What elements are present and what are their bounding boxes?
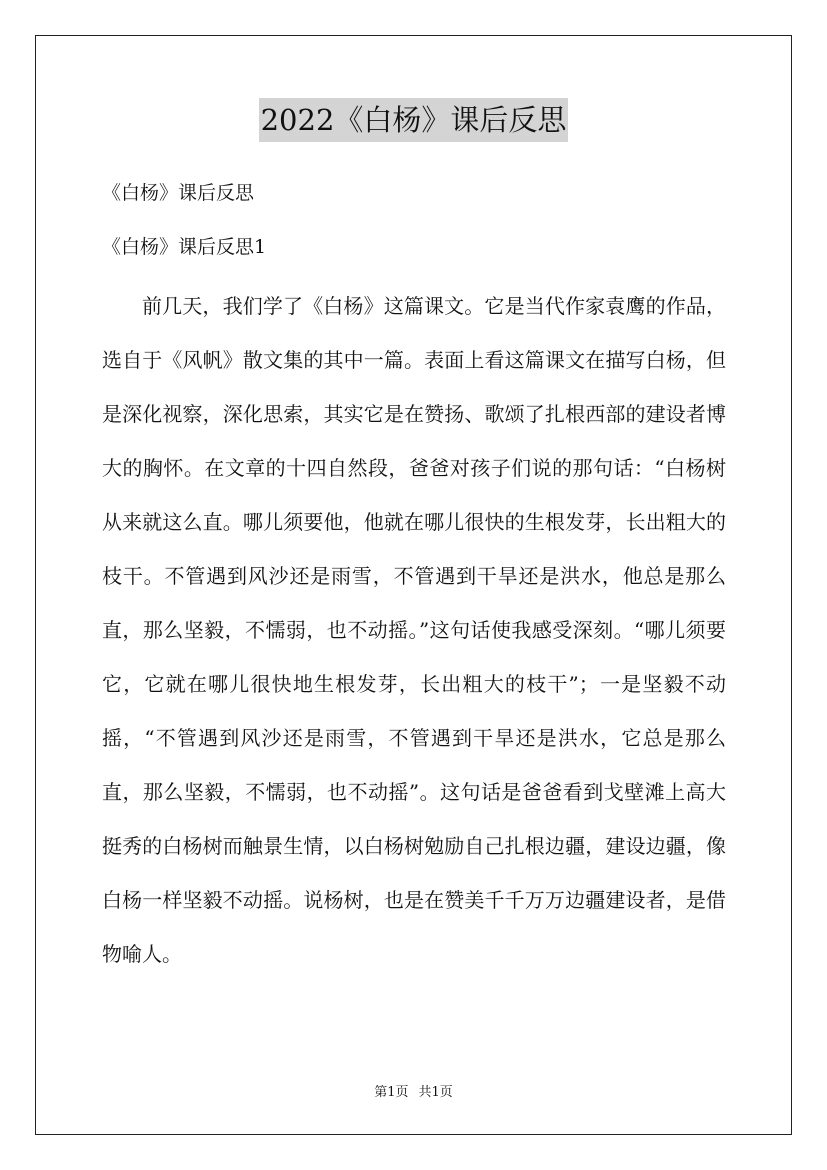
document-subtitle: 《白杨》课后反思 bbox=[102, 182, 255, 204]
body-paragraph: 前几天，我们学了《白杨》这篇课文。它是当代作家袁鹰的作品，选自于《风帆》散文集的其中一篇。表面上看这篇课文在描写白杨，但是深化视察，深化思索，其实它是在赞扬、歌颂了扎根西部的建设者博大的胸怀。在文章的十四自然段，爸爸对孩子们说的那句话：“白杨树从来就这么直。哪儿须要他，他就在哪儿很快的生根发芽，长出粗大的枝干。不管遇到风沙还是雨雪，不管遇到干旱还是洪水，他总是那么直，那么坚毅，不懦弱，也不动摇。”这句话使我感受深刻。“哪儿须要它，它就在哪儿很快地生根发芽，长出粗大的枝干”；一是坚毅不动摇，“不管遇到风沙还是雨雪，不管遇到干旱还是洪水，它总是那么直，那么坚毅，不懦弱，也不动摇”。这句话是爸爸看到戈壁滩上高大挺秀的白杨树而触景生情，以白杨树勉励自己扎根边疆，建设边疆，像白杨一样坚毅不动摇。说杨树，也是在赞美千千万万边疆建设者，是借物喻人。 bbox=[102, 294, 726, 966]
page-footer bbox=[0, 1084, 827, 1102]
title-container bbox=[0, 98, 827, 142]
document-title: 2022《白杨》课后反思 bbox=[259, 98, 569, 142]
section-heading: 《白杨》课后反思1 bbox=[102, 236, 267, 258]
page-total: 共1页 bbox=[418, 1085, 453, 1100]
page-number: 第1页 bbox=[374, 1085, 409, 1100]
